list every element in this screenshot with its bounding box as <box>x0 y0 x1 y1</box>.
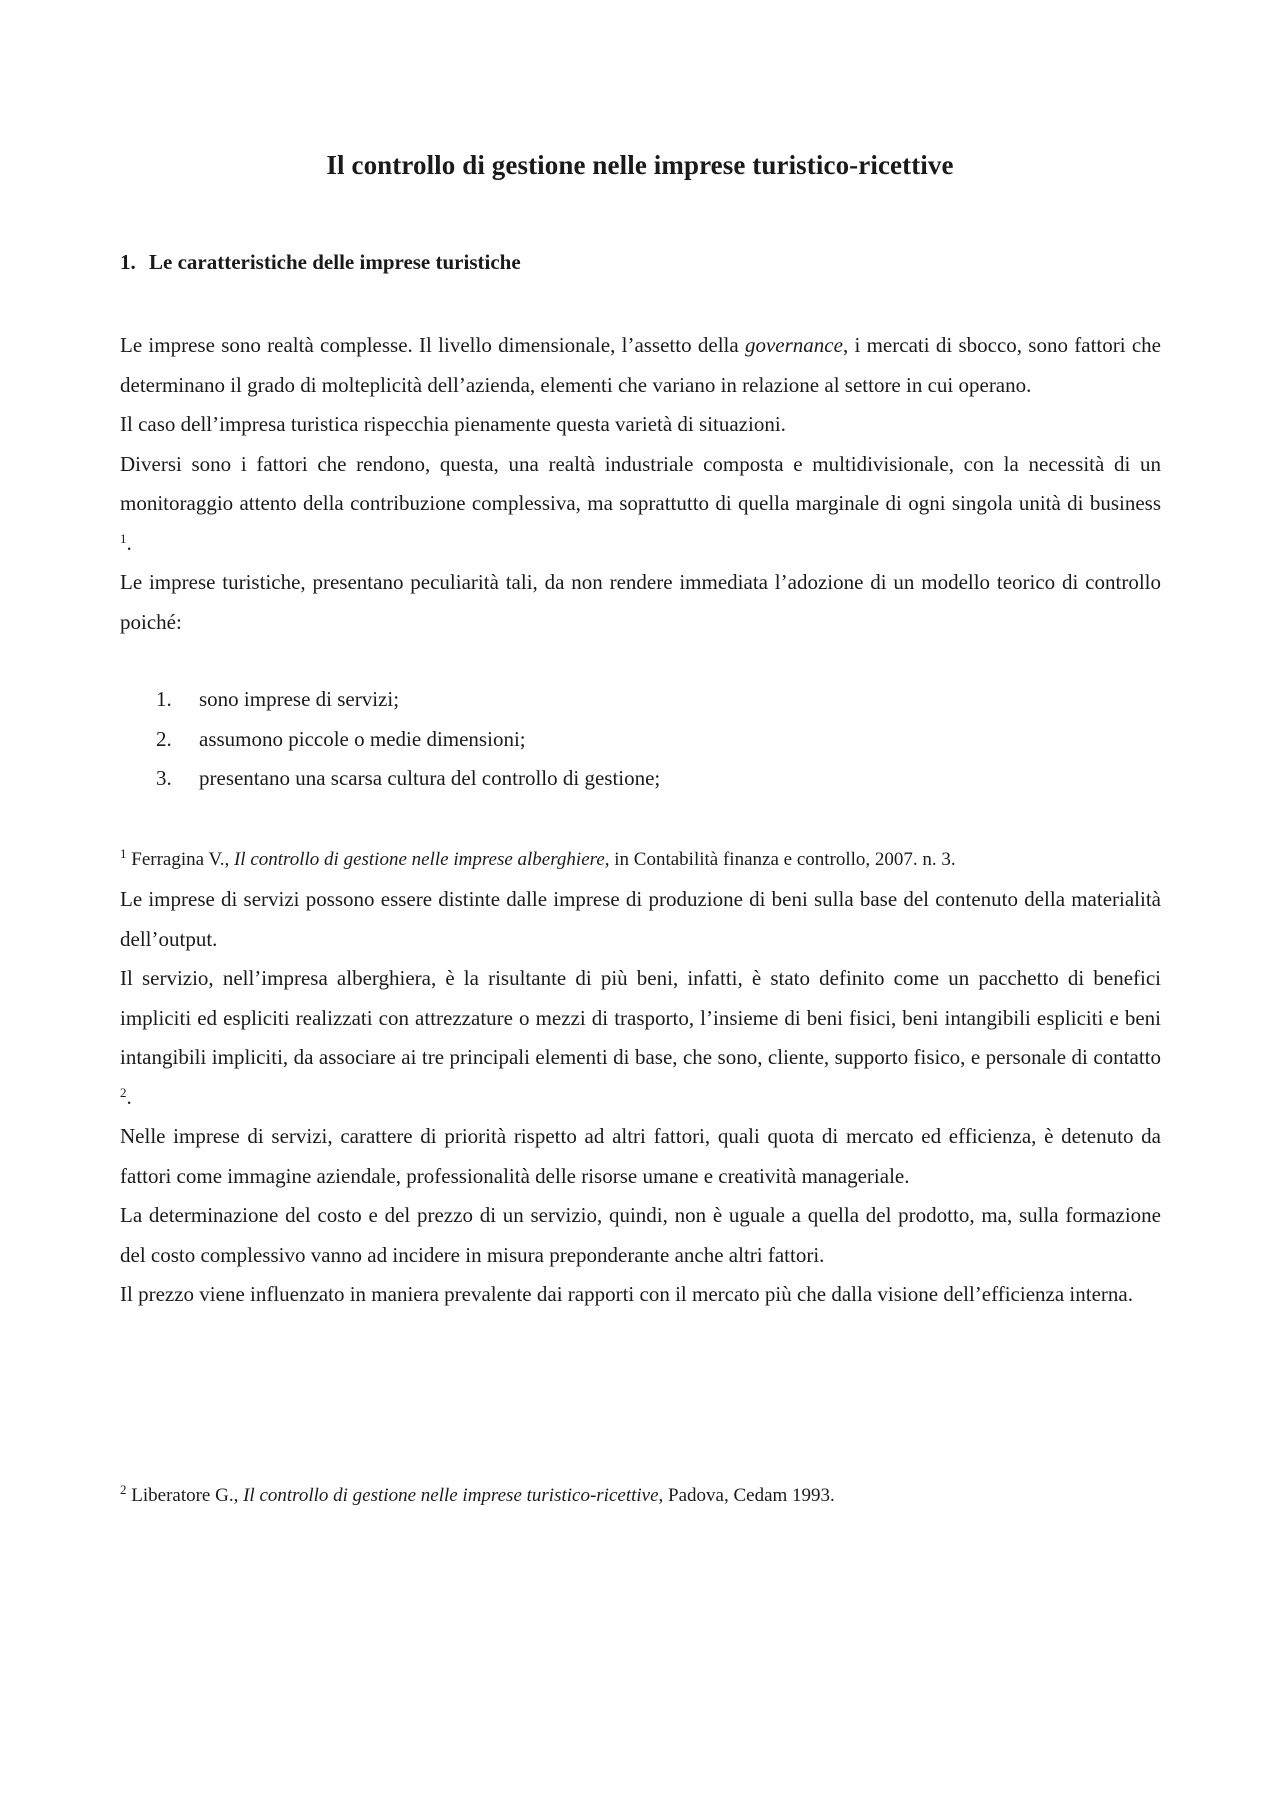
section-number: 1. <box>120 250 136 274</box>
paragraph-4: Le imprese turistiche, presentano peculiarità tali, da non rendere immediata l’adozione di un modello teorico di controllo poiché: <box>120 570 1161 634</box>
footnote-1 <box>120 848 1161 872</box>
list-item <box>120 680 1161 720</box>
footnote-1-source: , in Contabilità finanza e controllo, 2007. n. 3. <box>604 849 956 870</box>
paragraph-6-end: . <box>126 1084 132 1109</box>
body-text-part2 <box>120 880 1161 1315</box>
paragraph-3-text: Diversi sono i fattori che rendono, questa, una realtà industriale composta e multidivisionale, con la necessità di un monitoraggio attento della contribuzione complessiva, ma soprattutto di quella marginale di ogni singola unità di business <box>120 451 1161 515</box>
paragraph-7: Nelle imprese di servizi, carattere di priorità rispetto ad altri fattori, quali quota di mercato ed efficienza, è detenuto da fattori come immagine aziendale, professionalità delle risorse umane e creatività manageriale. <box>120 1124 1161 1188</box>
list-item-number: 3. <box>156 766 172 790</box>
paragraph-1 <box>120 326 1161 405</box>
footnote-2 <box>120 1484 1161 1508</box>
list-item <box>120 720 1161 760</box>
list-item-number: 2. <box>156 726 172 751</box>
paragraph-6-text: Il servizio, nell’impresa alberghiera, è la risultante di più beni, infatti, è stato definito come un pacchetto di benefici impliciti ed espliciti realizzati con attrezzature o mezzi di trasporto, l’insieme di beni fisici, beni intangibili espliciti e beni intangibili impliciti, da associare ai tre principali elementi di base, che sono, cliente, supporto fisico, e personale di contatto <box>120 966 1161 1069</box>
footnote-2-number: 2 <box>120 1482 127 1497</box>
numbered-list <box>120 680 1161 799</box>
paragraph-6 <box>120 959 1161 1117</box>
footnote-2-source: , Padova, Cedam 1993. <box>658 1485 835 1506</box>
paragraph-1-start: Le imprese sono realtà complesse. Il livello dimensionale, l’assetto della <box>120 333 745 357</box>
paragraph-8: La determinazione del costo e del prezzo di un servizio, quindi, non è uguale a quella del prodotto, ma, sulla formazione del costo complessivo vanno ad incidere in misura preponderante anche altri fattori. <box>120 1203 1161 1267</box>
list-item <box>120 759 1161 799</box>
footnote-2-author: Liberatore G., <box>126 1485 244 1506</box>
paragraph-1-end: , i mercati di sbocco, sono fattori che determinano il grado di molteplicità dell’azienda, elementi che variano in relazione al settore in cui operano. <box>120 333 1161 397</box>
document-title: Il controllo di gestione nelle imprese turistico-ricettive <box>326 150 954 180</box>
footnote-1-number: 1 <box>120 846 127 861</box>
footnote-ref-1: 1 <box>120 530 127 546</box>
paragraph-1-italic: governance <box>744 333 843 357</box>
footnote-1-title: Il controllo di gestione nelle imprese alberghiere <box>233 849 605 870</box>
paragraph-2: Il caso dell’impresa turistica rispecchia pienamente questa varietà di situazioni. <box>120 412 786 436</box>
list-item-text: assumono piccole o medie dimensioni; <box>199 726 526 751</box>
list-item-text: presentano una scarsa cultura del controllo di gestione; <box>199 766 661 790</box>
paragraph-3 <box>120 445 1161 564</box>
footnote-1-author: Ferragina V., <box>126 849 234 870</box>
list-item-text: sono imprese di servizi; <box>199 687 400 711</box>
paragraph-5: Le imprese di servizi possono essere distinte dalle imprese di produzione di beni sulla base del contenuto della materialità dell’output. <box>120 887 1161 951</box>
body-text-part1 <box>120 326 1161 642</box>
footnote-2-title: Il controllo di gestione nelle imprese turistico-ricettive <box>243 1485 659 1506</box>
section-heading-text: Le caratteristiche delle imprese turistiche <box>149 250 521 274</box>
list-item-number: 1. <box>156 687 172 711</box>
footnote-ref-2: 2 <box>120 1084 127 1100</box>
paragraph-3-end: . <box>126 530 132 555</box>
paragraph-9: Il prezzo viene influenzato in maniera prevalente dai rapporti con il mercato più che dalla visione dell’efficienza interna. <box>120 1282 1133 1306</box>
section-heading <box>120 250 521 275</box>
